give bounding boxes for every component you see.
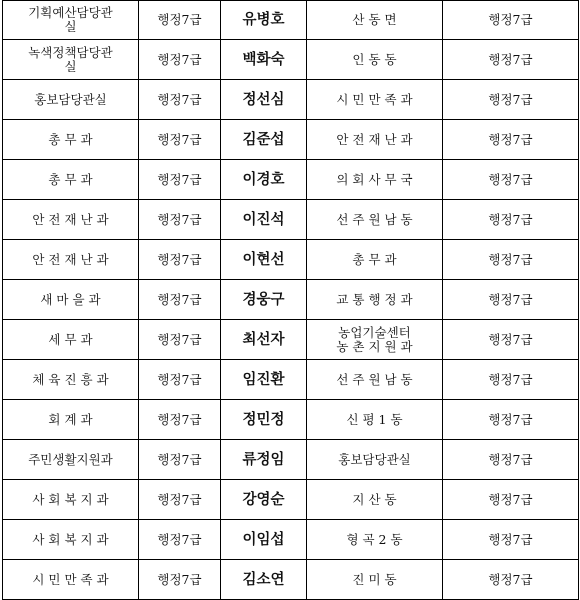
new-department: 산 동 면: [307, 1, 443, 40]
previous-grade: 행정7급: [139, 40, 221, 80]
new-grade: 행정7급: [443, 440, 579, 480]
previous-department: 총 무 과: [3, 160, 139, 200]
new-department: 지 산 동: [307, 480, 443, 520]
table-row: [3, 40, 579, 80]
new-grade: 행정7급: [443, 560, 579, 600]
new-department: 총 무 과: [307, 240, 443, 280]
previous-department: 주민생활지원과: [3, 440, 139, 480]
employee-name: 강영순: [221, 480, 307, 520]
new-department: 인 동 동: [307, 40, 443, 80]
previous-grade: 행정7급: [139, 400, 221, 440]
previous-grade: 행정7급: [139, 440, 221, 480]
table-row: [3, 80, 579, 120]
new-department: 시 민 만 족 과: [307, 80, 443, 120]
table-row: [3, 240, 579, 280]
previous-grade: 행정7급: [139, 80, 221, 120]
new-grade: 행정7급: [443, 1, 579, 40]
employee-name: 정선심: [221, 80, 307, 120]
previous-grade: 행정7급: [139, 1, 221, 40]
new-department: 농업기술센터 농 촌 지 원 과: [307, 320, 443, 360]
previous-grade: 행정7급: [139, 200, 221, 240]
previous-department: 세 무 과: [3, 320, 139, 360]
previous-grade: 행정7급: [139, 280, 221, 320]
new-grade: 행정7급: [443, 80, 579, 120]
previous-department: 홍보담당관실: [3, 80, 139, 120]
new-grade: 행정7급: [443, 160, 579, 200]
new-grade: 행정7급: [443, 280, 579, 320]
new-grade: 행정7급: [443, 520, 579, 560]
new-department: 홍보담당관실: [307, 440, 443, 480]
table-row: [3, 440, 579, 480]
previous-grade: 행정7급: [139, 240, 221, 280]
previous-department: 안 전 재 난 과: [3, 200, 139, 240]
new-grade: 행정7급: [443, 400, 579, 440]
previous-department: 기획예산담당관 실: [3, 1, 139, 40]
table-row: [3, 280, 579, 320]
new-grade: 행정7급: [443, 320, 579, 360]
personnel-transfer-table: [2, 0, 579, 600]
new-department: 진 미 동: [307, 560, 443, 600]
table-body: [3, 1, 579, 600]
employee-name: 최선자: [221, 320, 307, 360]
new-department: 선 주 원 남 동: [307, 360, 443, 400]
previous-grade: 행정7급: [139, 160, 221, 200]
new-grade: 행정7급: [443, 120, 579, 160]
table-row: [3, 120, 579, 160]
table-row: [3, 360, 579, 400]
previous-grade: 행정7급: [139, 520, 221, 560]
previous-department: 사 회 복 지 과: [3, 480, 139, 520]
table-row: [3, 1, 579, 40]
previous-grade: 행정7급: [139, 120, 221, 160]
previous-department: 새 마 을 과: [3, 280, 139, 320]
previous-grade: 행정7급: [139, 560, 221, 600]
table-row: [3, 480, 579, 520]
new-grade: 행정7급: [443, 40, 579, 80]
previous-grade: 행정7급: [139, 360, 221, 400]
previous-department: 시 민 만 족 과: [3, 560, 139, 600]
employee-name: 이임섭: [221, 520, 307, 560]
employee-name: 이현선: [221, 240, 307, 280]
employee-name: 김준섭: [221, 120, 307, 160]
employee-name: 임진환: [221, 360, 307, 400]
employee-name: 류정임: [221, 440, 307, 480]
new-grade: 행정7급: [443, 360, 579, 400]
table-row: [3, 400, 579, 440]
previous-grade: 행정7급: [139, 320, 221, 360]
table-row: [3, 320, 579, 360]
table-row: [3, 200, 579, 240]
employee-name: 이진석: [221, 200, 307, 240]
previous-grade: 행정7급: [139, 480, 221, 520]
previous-department: 사 회 복 지 과: [3, 520, 139, 560]
employee-name: 경웅구: [221, 280, 307, 320]
new-department: 안 전 재 난 과: [307, 120, 443, 160]
previous-department: 안 전 재 난 과: [3, 240, 139, 280]
employee-name: 김소연: [221, 560, 307, 600]
employee-name: 이경호: [221, 160, 307, 200]
new-grade: 행정7급: [443, 480, 579, 520]
previous-department: 총 무 과: [3, 120, 139, 160]
employee-name: 정민정: [221, 400, 307, 440]
new-department: 선 주 원 남 동: [307, 200, 443, 240]
new-department: 신 평 1 동: [307, 400, 443, 440]
new-department: 형 곡 2 동: [307, 520, 443, 560]
new-grade: 행정7급: [443, 200, 579, 240]
employee-name: 유병호: [221, 1, 307, 40]
table-row: [3, 520, 579, 560]
new-grade: 행정7급: [443, 240, 579, 280]
previous-department: 회 계 과: [3, 400, 139, 440]
employee-name: 백화숙: [221, 40, 307, 80]
new-department: 의 회 사 무 국: [307, 160, 443, 200]
table-row: [3, 160, 579, 200]
new-department: 교 통 행 정 과: [307, 280, 443, 320]
previous-department: 녹색정책담당관 실: [3, 40, 139, 80]
previous-department: 체 육 진 흥 과: [3, 360, 139, 400]
